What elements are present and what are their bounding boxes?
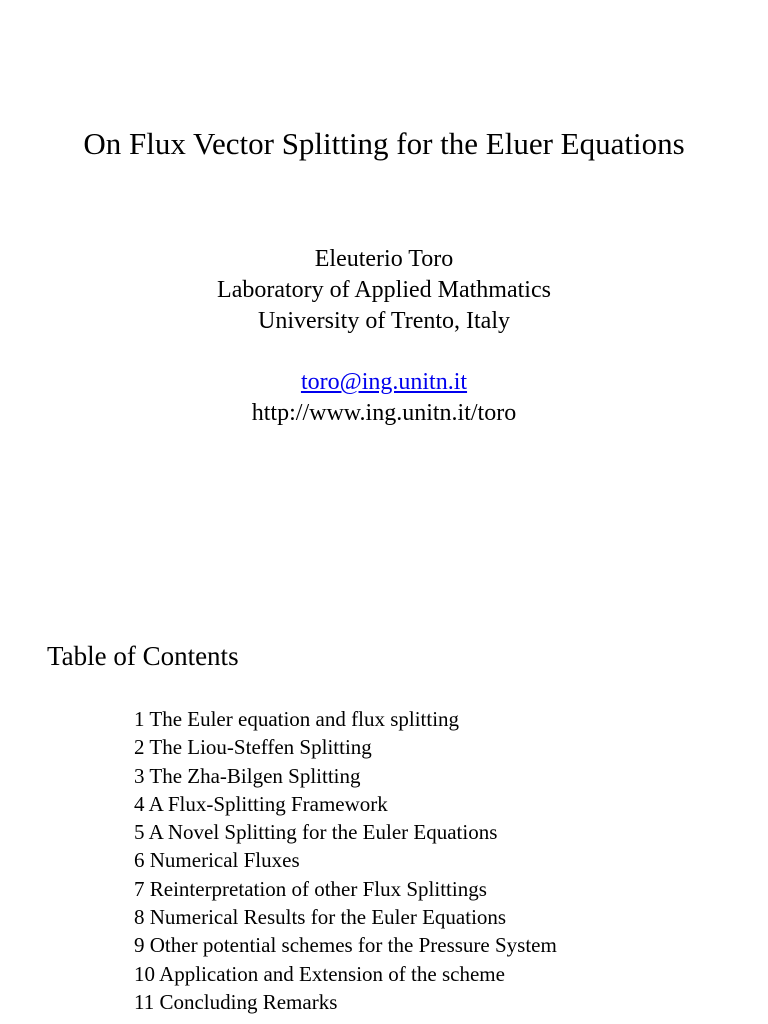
paper-title: On Flux Vector Splitting for the Eluer Equations [83, 126, 685, 161]
author-block [0, 244, 768, 429]
toc-item: 1 The Euler equation and flux splitting [134, 707, 460, 731]
email-line [0, 367, 768, 398]
website-url: http://www.ing.unitn.it/toro [251, 400, 517, 426]
toc-item: 5 A Novel Splitting for the Euler Equations [134, 820, 498, 845]
toc-item: 11 Concluding Remarks [134, 989, 338, 1014]
toc-item: 3 The Zha-Bilgen Splitting [134, 763, 361, 788]
toc-item: 10 Application and Extension of the scheme [134, 961, 505, 986]
toc-item: 9 Other potential schemes for the Pressure System [134, 933, 557, 958]
affiliation-university: University of Trento, Italy [258, 308, 510, 334]
toc-item: 6 Numerical Fluxes [134, 848, 300, 873]
toc-list [134, 705, 557, 1016]
author-name: Eleuterio Toro [314, 246, 454, 272]
affiliation-lab: Laboratory of Applied Mathmatics [217, 277, 551, 303]
toc-item: 4 A Flux-Splitting Framework [134, 791, 388, 816]
toc-item: 7 Reinterpretation of other Flux Splittings [134, 876, 487, 901]
email-link[interactable]: toro@ing.unitn.it [300, 369, 468, 395]
toc-item: 2 The Liou-Steffen Splitting [134, 735, 372, 760]
spacer [0, 337, 768, 367]
toc-heading: Table of Contents [47, 641, 239, 671]
toc-item: 8 Numerical Results for the Euler Equations [134, 905, 507, 930]
